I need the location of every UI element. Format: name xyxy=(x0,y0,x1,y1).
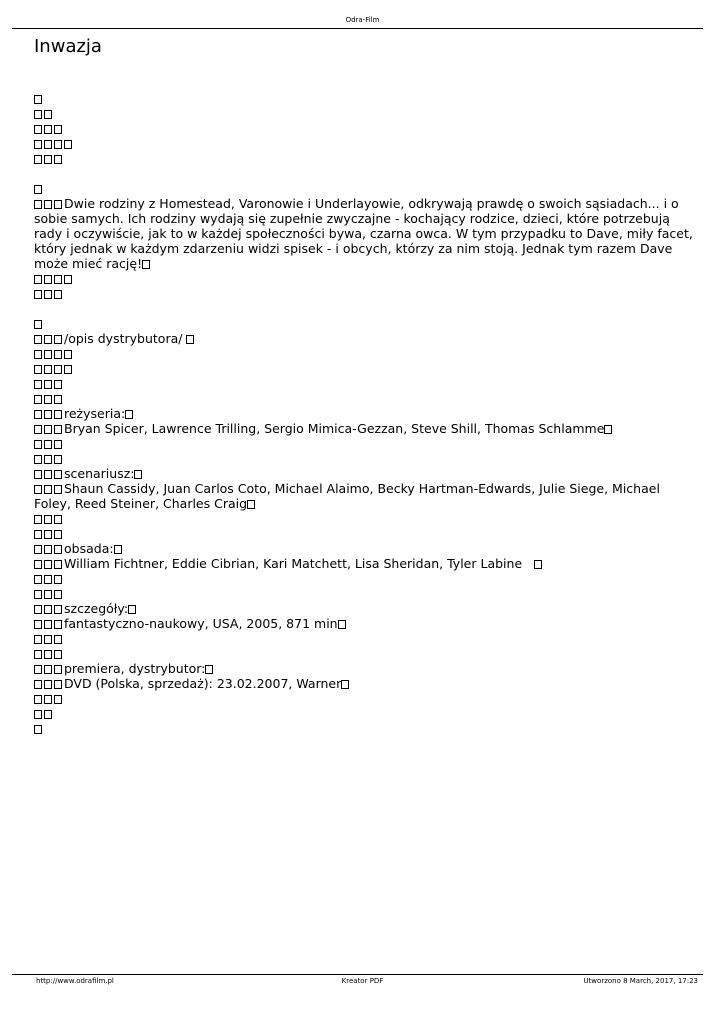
missing-glyph-icon xyxy=(54,455,62,464)
missing-glyph-icon xyxy=(44,695,52,704)
missing-glyph-icon xyxy=(34,530,42,539)
missing-glyph-icon xyxy=(44,665,52,674)
missing-glyph-icon xyxy=(34,650,42,659)
missing-glyph-icon xyxy=(34,635,42,644)
missing-glyph-icon xyxy=(34,620,42,629)
missing-glyph-icon xyxy=(44,365,52,374)
missing-glyph-icon xyxy=(34,695,42,704)
missing-glyph-icon xyxy=(44,410,52,419)
missing-glyph-icon xyxy=(54,620,62,629)
director-label-line xyxy=(34,406,694,421)
director-label: reżyseria: xyxy=(64,406,126,421)
missing-glyph-icon xyxy=(44,620,52,629)
missing-glyph-icon xyxy=(114,545,122,554)
synopsis-paragraph xyxy=(34,196,697,271)
release-label-line xyxy=(34,661,694,676)
missing-glyph-icon xyxy=(34,485,42,494)
missing-glyph-icon xyxy=(34,125,42,134)
missing-glyph-icon xyxy=(54,350,62,359)
missing-glyph-icon xyxy=(54,125,62,134)
missing-glyph-icon xyxy=(44,425,52,434)
details-label-line xyxy=(34,601,694,616)
missing-glyph-icon xyxy=(54,590,62,599)
footer-created-date: Utworzono 8 March, 2017, 17:23 xyxy=(583,977,698,985)
writer-label: scenariusz: xyxy=(64,466,135,481)
missing-glyph-icon xyxy=(205,665,213,674)
writer-value: Shaun Cassidy, Juan Carlos Coto, Michael Alaimo, Becky Hartman-Edwards, Julie Siege, Michael Foley, Reed Steiner, Charles Craig xyxy=(34,481,664,511)
missing-glyph-icon xyxy=(34,200,42,209)
blank-line xyxy=(34,301,694,316)
missing-glyph-icon xyxy=(54,335,62,344)
missing-glyph-icon xyxy=(54,515,62,524)
missing-glyph-icon xyxy=(34,185,42,194)
missing-glyph-icon xyxy=(44,590,52,599)
missing-glyph-icon xyxy=(44,335,52,344)
missing-glyph-icon xyxy=(34,320,42,329)
synopsis-text: Dwie rodziny z Homestead, Varonowie i Underlayowie, odkrywają prawdę o swoich sąsiadach... i o sobie samych. Ich rodziny wydają się zupełnie zwyczajne - kochający rodzice, dzieci, które potrzebują rady i oczywiście, jak to w każdej społeczności bywa, czarna owca. W tym przypadku to Dave, miły facet, który jednak w każdym zdarzeniu widzi spisek - i obcych, którzy za nim stoją. Jednak tym razem Dave może mieć rację! xyxy=(34,196,697,271)
missing-glyph-icon xyxy=(54,560,62,569)
footer-generator: Kreator PDF xyxy=(341,977,384,985)
missing-glyph-icon xyxy=(34,665,42,674)
missing-glyph-icon xyxy=(44,650,52,659)
missing-glyph-icon xyxy=(34,590,42,599)
missing-glyph-icon xyxy=(34,155,42,164)
placeholder-line xyxy=(34,436,694,451)
placeholder-line xyxy=(34,346,694,361)
writer-label-line xyxy=(34,466,694,481)
missing-glyph-icon xyxy=(44,710,52,719)
placeholder-line xyxy=(34,451,694,466)
missing-glyph-icon xyxy=(54,365,62,374)
placeholder-line xyxy=(34,586,694,601)
missing-glyph-icon xyxy=(34,380,42,389)
details-value-line xyxy=(34,616,694,631)
placeholder-line xyxy=(34,121,694,136)
placeholder-line xyxy=(34,151,694,166)
header-divider xyxy=(12,28,703,29)
missing-glyph-icon xyxy=(34,470,42,479)
missing-glyph-icon xyxy=(34,95,42,104)
placeholder-line xyxy=(34,286,694,301)
missing-glyph-icon xyxy=(34,365,42,374)
missing-glyph-icon xyxy=(54,605,62,614)
placeholder-line xyxy=(34,646,694,661)
missing-glyph-icon xyxy=(54,290,62,299)
missing-glyph-icon xyxy=(54,140,62,149)
missing-glyph-icon xyxy=(54,425,62,434)
missing-glyph-icon xyxy=(34,545,42,554)
placeholder-line xyxy=(34,391,694,406)
release-label: premiera, dystrybutor: xyxy=(64,661,206,676)
missing-glyph-icon xyxy=(54,155,62,164)
missing-glyph-icon xyxy=(44,290,52,299)
placeholder-line xyxy=(34,691,694,706)
writer-value-line xyxy=(34,481,694,511)
missing-glyph-icon xyxy=(34,110,42,119)
placeholder-line xyxy=(34,181,694,196)
header-site-name: Odra-Film xyxy=(345,16,380,24)
footer-divider xyxy=(12,974,703,975)
placeholder-line xyxy=(34,361,694,376)
placeholder-line xyxy=(34,316,694,331)
placeholder-line xyxy=(34,376,694,391)
missing-glyph-icon xyxy=(54,200,62,209)
missing-glyph-icon xyxy=(44,155,52,164)
missing-glyph-icon xyxy=(34,425,42,434)
missing-glyph-icon xyxy=(34,680,42,689)
missing-glyph-icon xyxy=(34,455,42,464)
missing-glyph-icon xyxy=(44,140,52,149)
cast-value-line xyxy=(34,556,694,571)
distributor-note: /opis dystrybutora/ xyxy=(64,331,183,346)
cast-label: obsada: xyxy=(64,541,114,556)
missing-glyph-icon xyxy=(54,545,62,554)
missing-glyph-icon xyxy=(64,140,72,149)
placeholder-line xyxy=(34,106,694,121)
document-body xyxy=(34,91,697,736)
missing-glyph-icon xyxy=(54,530,62,539)
missing-glyph-icon xyxy=(44,380,52,389)
missing-glyph-icon xyxy=(44,635,52,644)
missing-glyph-icon xyxy=(44,560,52,569)
missing-glyph-icon xyxy=(142,260,150,269)
director-value-line xyxy=(34,421,694,436)
missing-glyph-icon xyxy=(44,395,52,404)
placeholder-line xyxy=(34,136,694,151)
missing-glyph-icon xyxy=(54,440,62,449)
missing-glyph-icon xyxy=(34,335,42,344)
missing-glyph-icon xyxy=(247,500,255,509)
missing-glyph-icon xyxy=(604,425,612,434)
placeholder-line xyxy=(34,721,694,736)
cast-label-line xyxy=(34,541,694,556)
page-title: Inwazja xyxy=(34,36,102,57)
missing-glyph-icon xyxy=(44,200,52,209)
missing-glyph-icon xyxy=(34,605,42,614)
missing-glyph-icon xyxy=(44,455,52,464)
missing-glyph-icon xyxy=(44,350,52,359)
missing-glyph-icon xyxy=(54,380,62,389)
missing-glyph-icon xyxy=(44,530,52,539)
missing-glyph-icon xyxy=(54,680,62,689)
missing-glyph-icon xyxy=(34,350,42,359)
missing-glyph-icon xyxy=(128,605,136,614)
missing-glyph-icon xyxy=(44,125,52,134)
footer-url-link[interactable]: http://www.odrafilm.pl xyxy=(36,977,114,985)
missing-glyph-icon xyxy=(186,335,194,344)
missing-glyph-icon xyxy=(64,275,72,284)
placeholder-line xyxy=(34,91,694,106)
placeholder-line xyxy=(34,706,694,721)
missing-glyph-icon xyxy=(54,665,62,674)
missing-glyph-icon xyxy=(44,680,52,689)
missing-glyph-icon xyxy=(44,110,52,119)
missing-glyph-icon xyxy=(54,275,62,284)
missing-glyph-icon xyxy=(44,470,52,479)
placeholder-line xyxy=(34,526,694,541)
missing-glyph-icon xyxy=(34,395,42,404)
missing-glyph-icon xyxy=(34,275,42,284)
missing-glyph-icon xyxy=(44,575,52,584)
placeholder-line xyxy=(34,271,694,286)
cast-value: William Fichtner, Eddie Cibrian, Kari Matchett, Lisa Sheridan, Tyler Labine xyxy=(64,556,523,571)
release-value-line xyxy=(34,676,694,691)
missing-glyph-icon xyxy=(54,635,62,644)
missing-glyph-icon xyxy=(64,350,72,359)
missing-glyph-icon xyxy=(34,440,42,449)
missing-glyph-icon xyxy=(54,470,62,479)
distributor-note-line xyxy=(34,331,694,346)
missing-glyph-icon xyxy=(44,440,52,449)
missing-glyph-icon xyxy=(338,620,346,629)
details-value: fantastyczno-naukowy, USA, 2005, 871 min xyxy=(64,616,338,631)
missing-glyph-icon xyxy=(44,545,52,554)
missing-glyph-icon xyxy=(534,560,542,569)
release-value: DVD (Polska, sprzedaż): 23.02.2007, Warner xyxy=(64,676,342,691)
missing-glyph-icon xyxy=(64,365,72,374)
missing-glyph-icon xyxy=(134,470,142,479)
missing-glyph-icon xyxy=(54,575,62,584)
missing-glyph-icon xyxy=(34,575,42,584)
missing-glyph-icon xyxy=(54,410,62,419)
missing-glyph-icon xyxy=(44,275,52,284)
missing-glyph-icon xyxy=(341,680,349,689)
placeholder-line xyxy=(34,571,694,586)
missing-glyph-icon xyxy=(54,395,62,404)
missing-glyph-icon xyxy=(34,515,42,524)
missing-glyph-icon xyxy=(44,515,52,524)
missing-glyph-icon xyxy=(34,560,42,569)
missing-glyph-icon xyxy=(54,650,62,659)
missing-glyph-icon xyxy=(34,725,42,734)
missing-glyph-icon xyxy=(34,290,42,299)
details-label: szczegóły: xyxy=(64,601,129,616)
missing-glyph-icon xyxy=(54,695,62,704)
missing-glyph-icon xyxy=(34,710,42,719)
missing-glyph-icon xyxy=(54,485,62,494)
director-value: Bryan Spicer, Lawrence Trilling, Sergio Mimica-Gezzan, Steve Shill, Thomas Schlamme xyxy=(64,421,605,436)
placeholder-line xyxy=(34,511,694,526)
placeholder-line xyxy=(34,631,694,646)
missing-glyph-icon xyxy=(44,605,52,614)
missing-glyph-icon xyxy=(34,140,42,149)
missing-glyph-icon xyxy=(44,485,52,494)
missing-glyph-icon xyxy=(34,410,42,419)
missing-glyph-icon xyxy=(125,410,133,419)
blank-line xyxy=(34,166,694,181)
